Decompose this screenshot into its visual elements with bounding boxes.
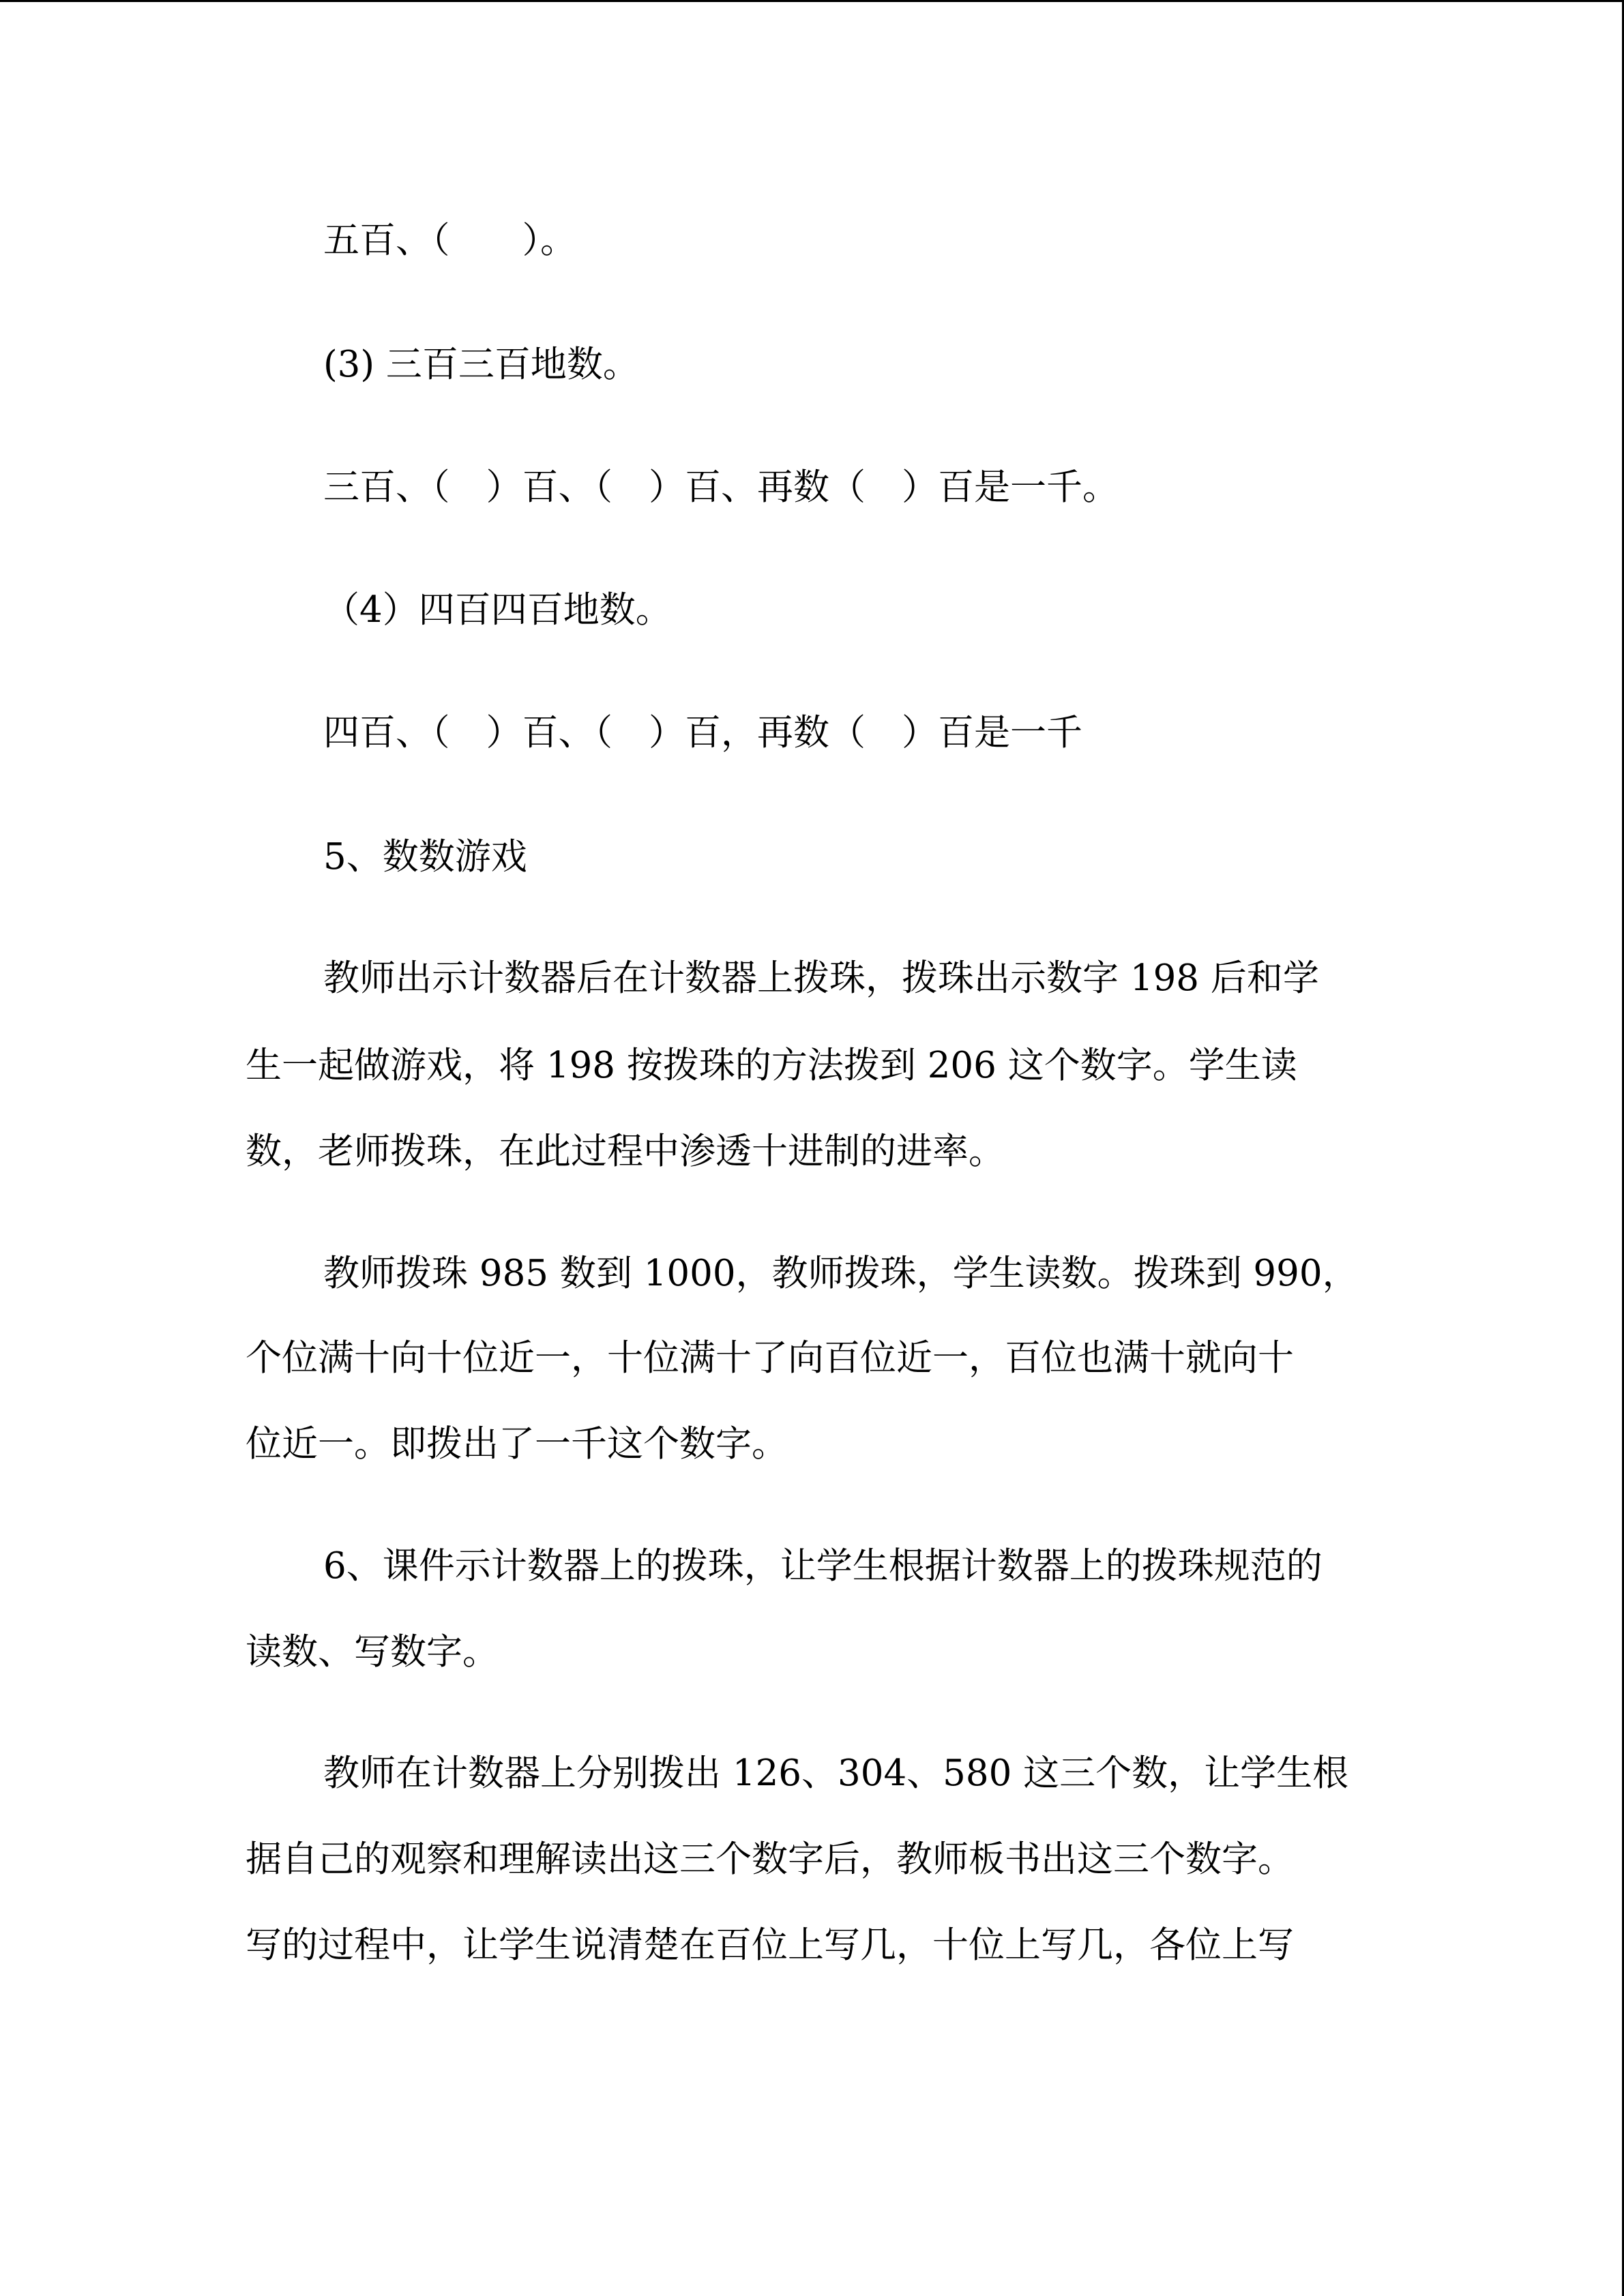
text-line: (3) 三百三百地数。 bbox=[323, 344, 639, 385]
text-line: 数，老师拨珠，在此过程中渗透十进制的进率。 bbox=[246, 1131, 1005, 1172]
document-page bbox=[246, 0, 1378, 2296]
text-line: 三百、（ ）百、（ ）百、再数（ ）百是一千。 bbox=[323, 466, 1119, 508]
text-line: 读数、写数字。 bbox=[246, 1631, 499, 1673]
text-line: 个位满十向十位近一，十位满十了向百位近一，百位也满十就向十 bbox=[246, 1337, 1294, 1379]
text-line: 四百、（ ）百、（ ）百，再数（ ）百是一千 bbox=[323, 712, 1082, 754]
text-line: （4）四百四百地数。 bbox=[323, 589, 672, 631]
text-line: 教师在计数器上分别拨出 126、304、580 这三个数，让学生根 bbox=[323, 1753, 1349, 1794]
text-line: 据自己的观察和理解读出这三个数字后，教师板书出这三个数字。 bbox=[246, 1838, 1294, 1880]
text-line: 写的过程中，让学生说清楚在百位上写几，十位上写几，各位上写 bbox=[246, 1924, 1294, 1966]
text-line: 生一起做游戏，将 198 按拨珠的方法拨到 206 这个数字。学生读 bbox=[246, 1045, 1297, 1086]
section-heading: 6、课件示计数器上的拨珠，让学生根据计数器上的拨珠规范的 bbox=[323, 1545, 1323, 1587]
text-line: 五百、（ ）。 bbox=[323, 220, 576, 261]
text-line: 位近一。即拨出了一千这个数字。 bbox=[246, 1423, 788, 1465]
text-line: 教师出示计数器后在计数器上拨珠，拨珠出示数字 198 后和学 bbox=[323, 957, 1319, 999]
section-heading: 5、数数游戏 bbox=[323, 836, 527, 878]
text-line: 教师拨珠 985 数到 1000，教师拨珠，学生读数。拨珠到 990， bbox=[323, 1253, 1359, 1294]
